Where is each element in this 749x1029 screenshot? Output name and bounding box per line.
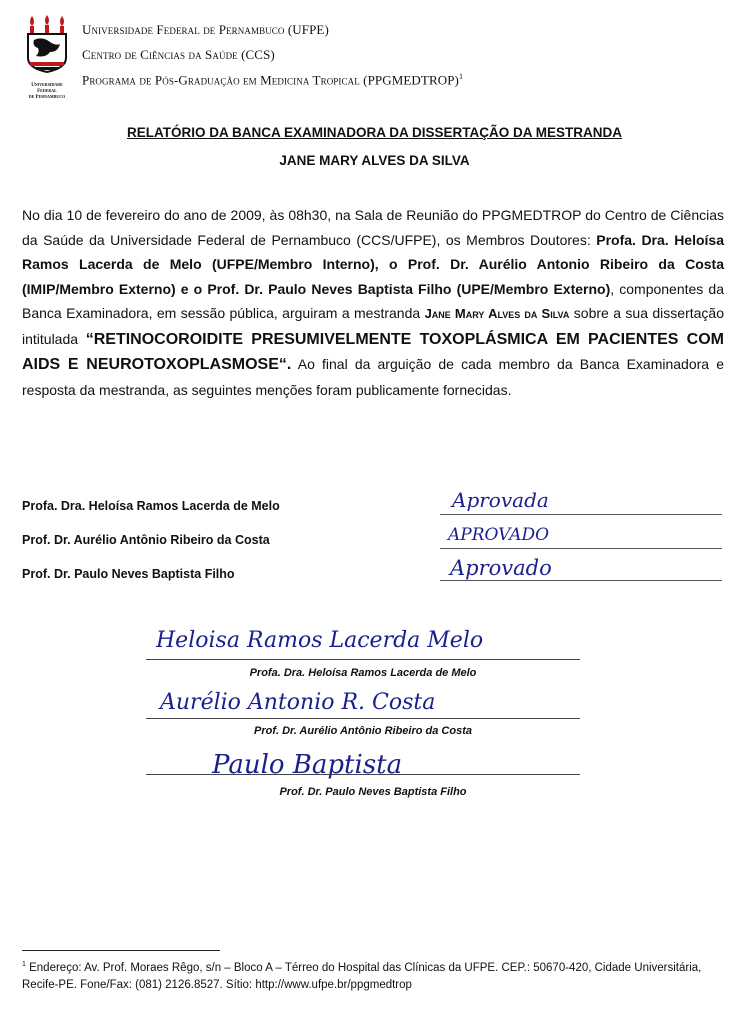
member-3: Prof. Dr. Paulo Neves Baptista Filho (UPE/Membro Externo) [207, 280, 611, 297]
signature-1: Heloisa Ramos Lacerda Melo [156, 628, 484, 653]
member-1: Profa. Dra. Heloísa Ramos Lacerda de Melo (UFPE/Membro Interno) [22, 231, 724, 272]
footnote-number: 1 [22, 961, 26, 968]
mention-grade-1: Aprovada [452, 488, 549, 512]
footnote [22, 956, 732, 994]
ufpe-logo [22, 14, 72, 102]
mention-grade-3: Aprovado [450, 556, 552, 580]
logo-text-line: Universidade [31, 83, 63, 88]
body-thesis-intro: sobre a sua dissertação intitulada [22, 305, 724, 347]
mention-name-2: Prof. Dr. Aurélio Antônio Ribeiro da Costa [22, 533, 270, 547]
program-name [82, 72, 463, 88]
thesis-title: “RETINOCOROIDITE PRESUMIVELMENTE TOXOPLÁSMICA EM PACIENTES COM AIDS E NEUROTOXOPLASMOSE“. [22, 330, 725, 373]
signature-line-1 [146, 659, 580, 660]
logo-text-line: Federal [37, 89, 57, 94]
signature-caption-1: Profa. Dra. Heloísa Ramos Lacerda de Melo [249, 667, 477, 679]
signature-caption-2: Prof. Dr. Aurélio Antônio Ribeiro da Costa [254, 725, 472, 737]
mention-name-3: Prof. Dr. Paulo Neves Baptista Filho [22, 567, 235, 581]
mention-grade-2: APROVADO [448, 525, 550, 545]
mention-line-2 [440, 548, 722, 549]
body-intro: No dia 10 de fevereiro do ano de 2009, às 08h30, na Sala de Reunião do PPGMEDTROP do Centro de Ciências da Saúde da Universidade Federal de Pernambuco (CCS/UFPE), os Membros Doutores: [22, 207, 724, 248]
mention-line-1 [440, 514, 722, 515]
signature-caption-3: Prof. Dr. Paulo Neves Baptista Filho [279, 786, 467, 798]
separator-2: e o [175, 280, 208, 297]
signature-line-3 [146, 774, 580, 775]
university-name: Universidade Federal de Pernambuco (UFPE) [82, 22, 329, 37]
footnote-text: Endereço: Av. Prof. Moraes Rêgo, s/n – Bloco A – Térreo do Hospital das Clínicas da UFPE. CEP.: 50670-420, Cidade Universitária, Recife-PE. Fone/Fax: (081) 2126.8527. Sítio: http://www.ufpe.br/ppgmedtrop [22, 961, 702, 991]
student-name: Jane Mary Alves da Silva [424, 306, 570, 321]
separator-1: , o [374, 256, 408, 272]
body-middle: , componentes da Banca Examinadora, em sessão pública, arguiram a mestranda [22, 280, 724, 321]
report-title-text: RELATÓRIO DA BANCA EXAMINADORA DA DISSERTAÇÃO DA MESTRANDA [127, 125, 622, 140]
logo-text-line: de Pernambuco [28, 95, 66, 100]
student-name-title: JANE MARY ALVES DA SILVA [279, 153, 470, 168]
mention-line-3 [440, 580, 722, 581]
program-name-text: Programa de Pós-Graduação em Medicina Tropical (PPGMEDTROP) [82, 72, 459, 88]
center-name: Centro de Ciências da Saúde (CCS) [82, 47, 275, 62]
report-title [0, 125, 749, 140]
signature-line-2 [146, 718, 580, 719]
mention-name-1: Profa. Dra. Heloísa Ramos Lacerda de Melo [22, 499, 280, 513]
member-2: Prof. Dr. Aurélio Antonio Ribeiro da Costa (IMIP/Membro Externo) [22, 256, 724, 297]
report-body [22, 203, 724, 402]
signature-2: Aurélio Antonio R. Costa [160, 690, 436, 715]
body-closing: Ao final da arguição de cada membro da Banca Examinadora e resposta da mestranda, as seguintes menções foram publicamente fornecidas. [22, 356, 724, 398]
footnote-mark: 1 [458, 72, 464, 81]
ufpe-crest-icon [22, 14, 72, 78]
signature-3: Paulo Baptista [212, 750, 403, 780]
footnote-divider [22, 950, 220, 951]
